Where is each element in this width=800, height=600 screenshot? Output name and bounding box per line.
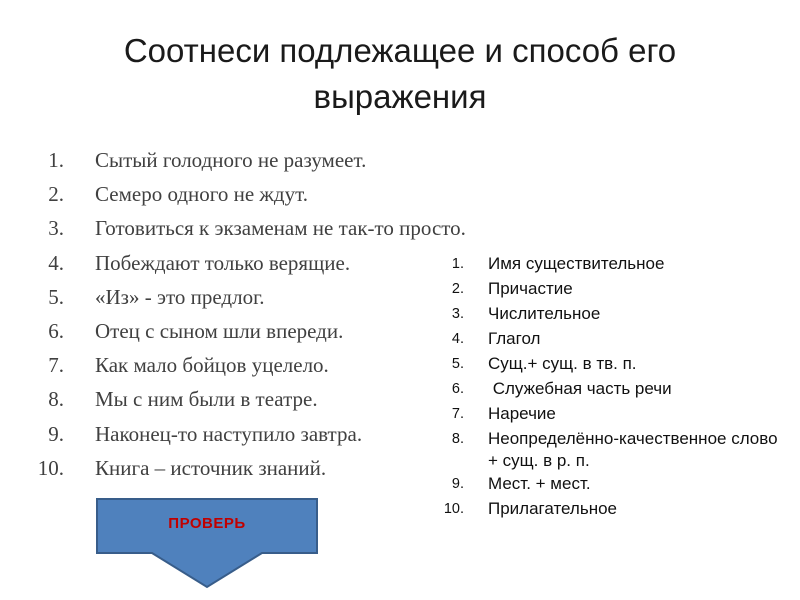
answer-item [428,302,788,327]
answer-number: 10. [443,501,464,517]
answer-item [428,402,788,427]
sentence-item [14,177,466,211]
sentence-number: 9. [48,421,64,446]
sentence-number: 7. [48,353,64,378]
answer-number: 3. [451,306,464,322]
answer-text: Служебная часть речи [488,379,672,398]
answer-number: 9. [451,476,464,492]
sentence-text: Готовиться к экзаменам не так-то просто. [95,216,466,241]
slide-title-line-2: выражения [313,78,487,115]
sentence-text: Наконец-то наступило завтра. [95,421,363,446]
answer-item [428,497,788,522]
sentence-text: Книга – источник знаний. [95,455,327,480]
answer-text: Причастие [488,279,573,298]
sentence-item [14,246,466,280]
check-button-label: ПРОВЕРЬ [168,515,246,532]
answer-item [428,427,788,472]
answer-text: Наречие [488,404,556,423]
answer-number: 4. [451,331,464,347]
sentence-item [14,451,466,485]
answer-item [428,252,788,277]
answer-text: Числительное [488,304,601,323]
sentence-text: Побеждают только верящие. [95,250,351,275]
answer-text: Имя существительное [488,254,665,273]
sentence-text: «Из» - это предлог. [95,284,265,309]
sentence-item [14,382,466,416]
slide-title-line-1: Соотнеси подлежащее и способ его [123,32,677,69]
down-arrow-icon [96,498,318,590]
sentence-number: 4. [48,250,64,275]
answer-item [428,377,788,402]
sentence-number: 10. [37,455,64,480]
sentence-number: 8. [48,387,64,412]
answer-text: Глагол [488,329,541,348]
sentence-list [14,143,466,485]
answer-text: Сущ.+ сущ. в тв. п. [488,354,637,373]
answer-item [428,327,788,352]
answer-text: Прилагательное [488,499,618,518]
answer-number: 1. [451,256,464,272]
down-arrow-shape [97,499,317,587]
sentence-number: 5. [48,284,64,309]
answer-number: 2. [451,281,464,297]
sentence-item [14,417,466,451]
sentence-item [14,280,466,314]
answer-list [428,252,788,522]
sentence-text: Отец с сыном шли впереди. [95,318,344,343]
sentence-number: 1. [48,148,64,172]
answer-number: 8. [451,431,464,447]
sentence-text: Семеро одного не ждут. [95,182,308,207]
answer-number: 5. [451,356,464,372]
answer-item [428,277,788,302]
sentence-text: Мы с ним были в театре. [95,387,318,412]
sentence-number: 2. [48,182,64,207]
sentence-number: 3. [48,216,64,241]
sentence-number: 6. [48,318,64,343]
sentence-item [14,143,466,177]
answer-number: 6. [451,381,464,397]
answer-number: 7. [451,406,464,422]
slide-title [0,28,800,120]
check-button[interactable] [96,498,318,590]
sentence-item [14,211,466,245]
answer-item [428,352,788,377]
sentence-text: Как мало бойцов уцелело. [95,353,329,378]
sentence-text: Сытый голодного не разумеет. [95,148,367,172]
sentence-item [14,348,466,382]
sentence-item [14,314,466,348]
answer-item [428,472,788,497]
answer-text: Неопределённо-качественное слово + сущ. в р. п. [488,429,778,470]
answer-text: Мест. + мест. [488,474,591,493]
